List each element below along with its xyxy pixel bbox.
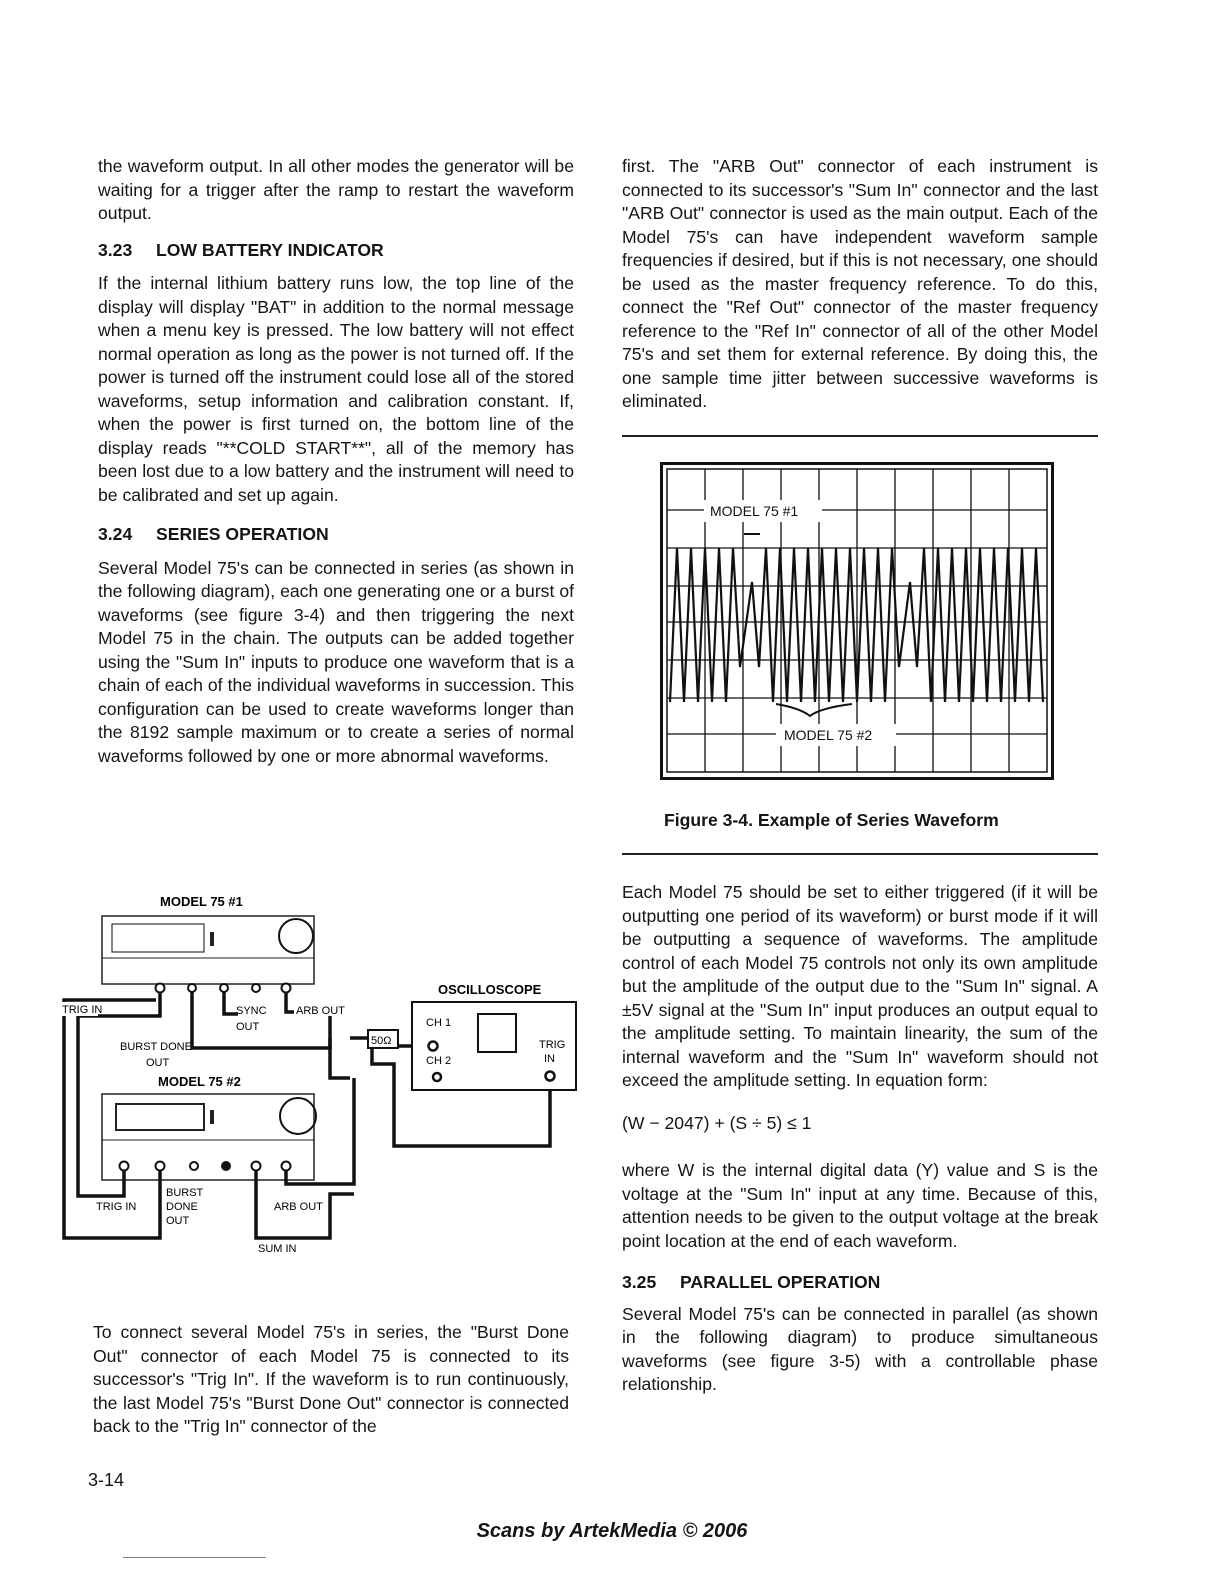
series-waveform-figure [660, 462, 1054, 780]
footer-credit: Scans by ArtekMedia © 2006 [476, 1520, 748, 1542]
scope-screen [478, 1014, 516, 1052]
sum-in-label: SUM IN [258, 1243, 297, 1255]
low-battery-paragraph: If the internal lithium battery runs low, the top line of the display will display "BAT" in addition to the normal message when a menu key is pressed. The low battery will not effect normal operation as long as the power is not turned off. If the power is turned off the instrument could lose all of the stored waveforms, setup information and calibration constant. If, when the power is first turned on, the bottom line of the display reads "**COLD START**", all of the memory has been lost due to a low battery and the instrument will need to be calibrated and set up again. [98, 273, 574, 505]
parallel-operation-paragraph: Several Model 75's can be connected in parallel (as shown in the following diagram) to produce simultaneous waveforms (see figure 3-5) with a controllable phase relationship. [622, 1303, 1098, 1394]
label-model-1: MODEL 75 #1 [710, 503, 799, 519]
sync-out-label: SYNC [236, 1005, 267, 1017]
burst-done-out-connector [156, 1162, 165, 1171]
section-title: LOW BATTERY INDICATOR [156, 239, 384, 260]
ch2-connector [433, 1073, 441, 1081]
sync-out-label-2: OUT [236, 1021, 260, 1033]
trig-in-1-label: TRIG IN [62, 1004, 103, 1016]
ch1-connector [429, 1042, 438, 1051]
figure-caption: Figure 3-4. Example of Series Waveform [664, 810, 999, 830]
trig-in-connector [120, 1162, 129, 1171]
trig-label: TRIG [539, 1039, 566, 1051]
intro-paragraph: the waveform output. In all other modes the generator will be waiting for a trigger after the ramp to restart the waveform output. [98, 156, 574, 223]
connect-paragraph: To connect several Model 75's in series, the "Burst Done Out" connector of each Model 75 is connected to its successor's "Trig In". If the waveform is to run continuously, the last Model 75's "Burst Done Out" connector is connected back to the "Trig In" connector of the [93, 1322, 569, 1436]
ch1-label: CH 1 [426, 1017, 452, 1029]
model-75-2-instrument [102, 1094, 316, 1180]
burst-2-label-3: OUT [166, 1215, 190, 1227]
section-number: 3.25 [622, 1272, 657, 1292]
series-operation-paragraph: Several Model 75's can be connected in series (as shown in the following diagram), each one generating one or a burst of waveforms (see figure 3-4) and then triggering the next Model 75 in the chain. The outputs can be added together using the "Sum In" inputs to produce one waveform that is a chain of each of the individual waveforms in succession. This configuration can be used to create waveforms longer than the 8192 sample maximum or to create a series of normal waveforms followed by one or more abnormal waveforms. [98, 557, 574, 766]
figure-top-rule [622, 435, 1098, 437]
page-number: 3-14 [88, 1470, 125, 1490]
arb-out-connector [282, 984, 291, 993]
trig-in-connector [546, 1072, 555, 1081]
left-column [98, 155, 574, 768]
oscilloscope-label: OSCILLOSCOPE [438, 982, 542, 997]
trig-in-2-label: TRIG IN [96, 1201, 137, 1213]
trig-in-label: IN [544, 1053, 555, 1065]
sum-in-connector [252, 1162, 261, 1171]
resistor-label: 50Ω [371, 1035, 392, 1047]
burst-2-label-2: DONE [166, 1201, 198, 1213]
arb-out-connector [282, 1162, 291, 1171]
right-column-lower [622, 881, 1098, 1397]
equation: (W − 2047) + (S ÷ 5) ≤ 1 [622, 1112, 812, 1133]
arb-out-1-label: ARB OUT [296, 1005, 345, 1017]
each-model-paragraph: Each Model 75 should be set to either triggered (if it will be outputting one period of its waveform) or burst mode if it will be outputting a sequence of waveforms. The amplitude control of each Model 75 controls not only its own amplitude but the amplitude of the output due to the "Sum In" signal. A ±5V signal at the "Sum In" input produces an output equal to the amplitude setting. To maintain linearity, the sum of the internal waveform and the "Sum In" waveform should not exceed the amplitude setting. In equation form: [622, 882, 1098, 1090]
label-model-2: MODEL 75 #2 [784, 727, 873, 743]
where-paragraph: where W is the internal digital data (Y) value and S is the voltage at the "Sum In" input at any time. Because of this, attention needs to be given to the output voltage at the break point location at the end of each waveform. [622, 1160, 1098, 1251]
section-heading-3-24 [98, 523, 574, 547]
arb-out-2-label: ARB OUT [274, 1201, 323, 1213]
section-number: 3.23 [98, 239, 133, 260]
section-number: 3.24 [98, 524, 133, 544]
connect-paragraph-block [93, 1321, 569, 1439]
right-column [622, 155, 1098, 414]
footer-link-underline [123, 1557, 266, 1558]
figure-bottom-rule [622, 853, 1098, 855]
burst-2-label: BURST [166, 1187, 204, 1199]
ch2-label: CH 2 [426, 1055, 452, 1067]
model-75-1-instrument [102, 916, 314, 993]
burst-done-1-label-2: OUT [146, 1057, 170, 1069]
section-title: PARALLEL OPERATION [680, 1272, 881, 1292]
diagram-model-2-label: MODEL 75 #2 [158, 1074, 241, 1089]
section-heading-3-25 [622, 1271, 1098, 1295]
first-paragraph: first. The "ARB Out" connector of each instrument is connected to its successor's "Sum In" connector and the last "ARB Out" connector is used as the main output. Each of the Model 75's can have independent waveform sample frequencies if desired, but if this is not necessary, one should be used as the master frequency reference. To do this, connect the "Ref Out" connector of the master frequency reference to the "Ref In" connector of all of the other Model 75's and set them for external reference. By doing this, the one sample time jitter between successive waveforms is eliminated. [622, 156, 1098, 411]
diagram-model-1-label: MODEL 75 #1 [160, 894, 243, 909]
series-connection-diagram [60, 888, 590, 1258]
section-title: SERIES OPERATION [156, 524, 329, 544]
section-heading-3-23 [98, 239, 574, 263]
oscilloscope [412, 982, 576, 1090]
trig-in-connector [156, 984, 165, 993]
burst-done-1-label: BURST DONE [120, 1041, 192, 1053]
